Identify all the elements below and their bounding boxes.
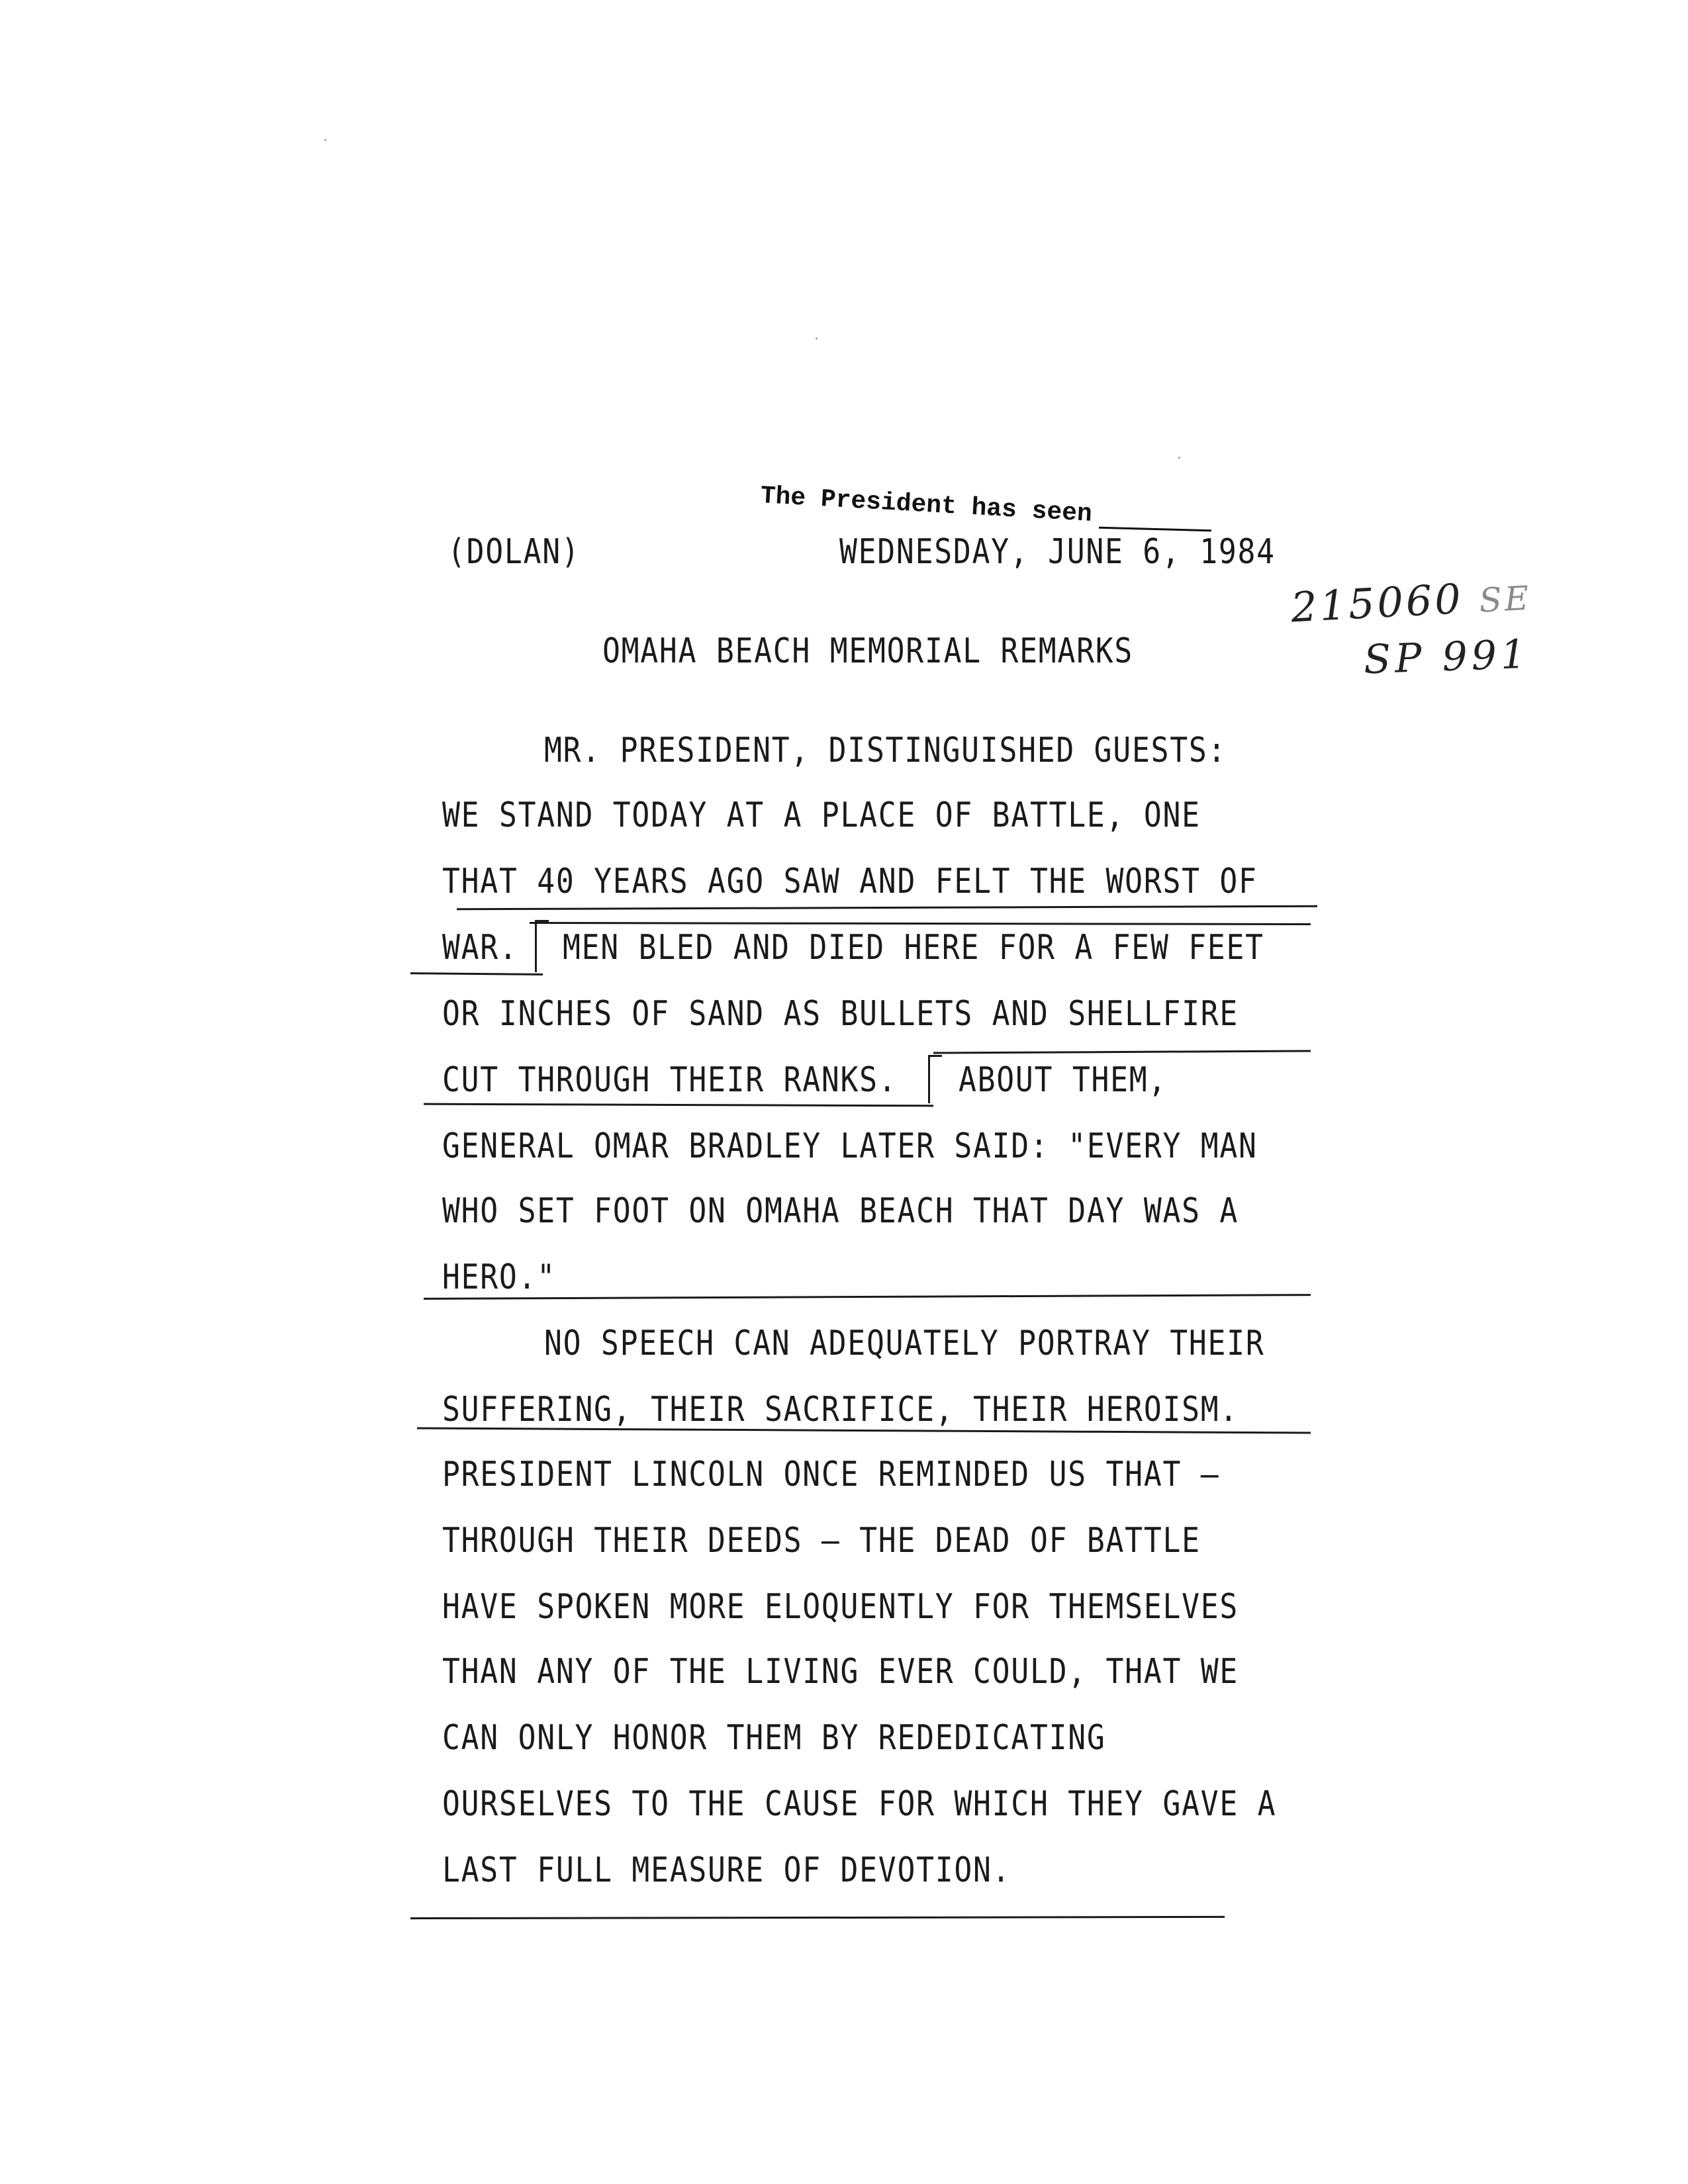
- scan-speck: [324, 139, 326, 141]
- stamp-underline: [1099, 527, 1211, 531]
- body-line: LAST FULL MEASURE OF DEVOTION.: [442, 1850, 1011, 1890]
- body-line: NO SPEECH CAN ADEQUATELY PORTRAY THEIR: [544, 1324, 1265, 1363]
- body-line: GENERAL OMAR BRADLEY LATER SAID: "EVERY MAN: [442, 1126, 1258, 1166]
- body-line: ABOUT THEM,: [959, 1060, 1168, 1100]
- file-code-suffix: SE: [1477, 578, 1532, 620]
- edit-underline: [424, 1294, 1311, 1300]
- page-title: OMAHA BEACH MEMORIAL REMARKS: [602, 631, 1134, 671]
- edit-underline: [457, 905, 1317, 911]
- body-line: OR INCHES OF SAND AS BULLETS AND SHELLFIRE: [442, 994, 1239, 1034]
- president-seen-stamp: The President has seen: [759, 482, 1093, 529]
- body-line: HAVE SPOKEN MORE ELOQUENTLY FOR THEMSELVES: [442, 1587, 1239, 1627]
- body-line: SUFFERING, THEIR SACRIFICE, THEIR HEROISM.: [442, 1390, 1239, 1430]
- body-line: WE STAND TODAY AT A PLACE OF BATTLE, ONE: [442, 796, 1201, 835]
- author-label: (DOLAN): [447, 532, 581, 572]
- body-line: CAN ONLY HONOR THEM BY REDEDICATING: [442, 1718, 1106, 1758]
- body-line: HERO.": [442, 1257, 556, 1297]
- scan-speck: [1178, 457, 1180, 459]
- sentence-break-mark: [535, 920, 549, 972]
- body-line: OURSELVES TO THE CAUSE FOR WHICH THEY GAVE A: [442, 1784, 1277, 1824]
- edit-underline: [424, 1103, 933, 1107]
- scan-speck: [816, 338, 818, 340]
- edit-underline: [410, 1916, 1225, 1919]
- body-line: THROUGH THEIR DEEDS — THE DEAD OF BATTLE: [442, 1521, 1201, 1561]
- date-line: WEDNESDAY, JUNE 6, 1984: [839, 532, 1276, 572]
- body-line: THAT 40 YEARS AGO SAW AND FELT THE WORST OF: [442, 862, 1258, 901]
- edit-underline: [530, 922, 1311, 925]
- file-code-number: 215060: [1289, 574, 1465, 632]
- body-line: MR. PRESIDENT, DISTINGUISHED GUESTS:: [544, 731, 1227, 770]
- handwritten-file-code: [1289, 571, 1532, 632]
- sentence-break-mark: [928, 1055, 942, 1103]
- body-line: THAN ANY OF THE LIVING EVER COULD, THAT WE: [442, 1652, 1239, 1692]
- body-line: CUT THROUGH THEIR RANKS.: [442, 1060, 898, 1100]
- body-line: WAR.: [442, 928, 518, 968]
- body-line: PRESIDENT LINCOLN ONCE REMINDED US THAT —: [442, 1455, 1220, 1494]
- body-line: WHO SET FOOT ON OMAHA BEACH THAT DAY WAS A: [442, 1191, 1239, 1231]
- handwritten-file-code-2: SP 991: [1362, 631, 1531, 684]
- body-line: MEN BLED AND DIED HERE FOR A FEW FEET: [563, 928, 1264, 968]
- edit-underline: [410, 972, 543, 976]
- edit-underline: [933, 1050, 1311, 1054]
